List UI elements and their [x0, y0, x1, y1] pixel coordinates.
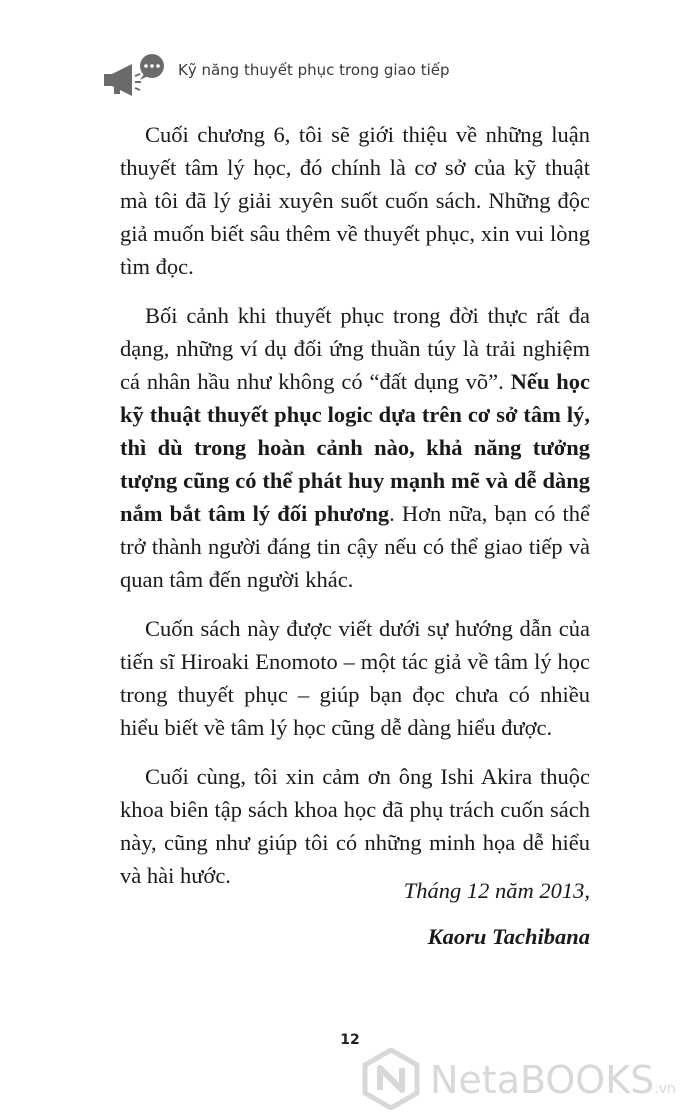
netabooks-logo-icon [360, 1048, 422, 1110]
paragraph-2-bold-emphasis: Nếu học kỹ thuật thuyết phục logic dựa trên cơ sở tâm lý, thì dù trong hoàn cảnh nào, khả năng tưởng tượng cũng có thể phát huy mạnh mẽ và dễ dàng nắm bắt tâm lý đối phương [120, 369, 591, 526]
watermark-brand: NetaBOOKS [430, 1058, 655, 1102]
paragraph-2-ending: . Hơn nữa, bạn có thể trở thành người đáng tin cậy nếu có thể giao tiếp và quan tâm đến người khác. [120, 501, 590, 592]
running-header [100, 52, 620, 96]
paragraph-3: Cuốn sách này được viết dưới sự hướng dẫn của tiến sĩ Hiroaki Enomoto – một tác giả về tâm lý học trong thuyết phục – giúp bạn đọc chưa có nhiều hiểu biết về tâm lý học cũng dễ dàng hiểu được. [120, 616, 590, 740]
paragraph-2 [120, 299, 590, 596]
page-number: 12 [340, 1032, 360, 1048]
paragraph-2-intro: Bối cảnh khi thuyết phục trong đời thực rất đa dạng, những ví dụ đối ứng thuần túy là trải nghiệm cá nhân hầu như không có “đất dụng võ”. [120, 303, 590, 394]
watermark-suffix: .vn [654, 1081, 676, 1097]
page-body [120, 118, 590, 908]
megaphone-speech-bubble-icon [100, 52, 166, 96]
signature-date: Tháng 12 năm 2013, [403, 878, 590, 903]
signature-author: Kaoru Tachibana [427, 924, 590, 949]
watermark-text [430, 1058, 676, 1102]
header-title: Kỹ năng thuyết phục trong giao tiếp [178, 61, 450, 79]
watermark [360, 1044, 690, 1114]
paragraph-1: Cuối chương 6, tôi sẽ giới thiệu về những luận thuyết tâm lý học, đó chính là cơ sở của kỹ thuật mà tôi đã lý giải xuyên suốt cuốn sách. Những độc giả muốn biết sâu thêm về thuyết phục, xin vui lòng tìm đọc. [120, 122, 590, 279]
paragraph-4: Cuối cùng, tôi xin cảm ơn ông Ishi Akira thuộc khoa biên tập sách khoa học đã phụ trách cuốn sách này, cũng như giúp tôi có những minh họa dễ hiểu và hài hước. [120, 764, 590, 888]
